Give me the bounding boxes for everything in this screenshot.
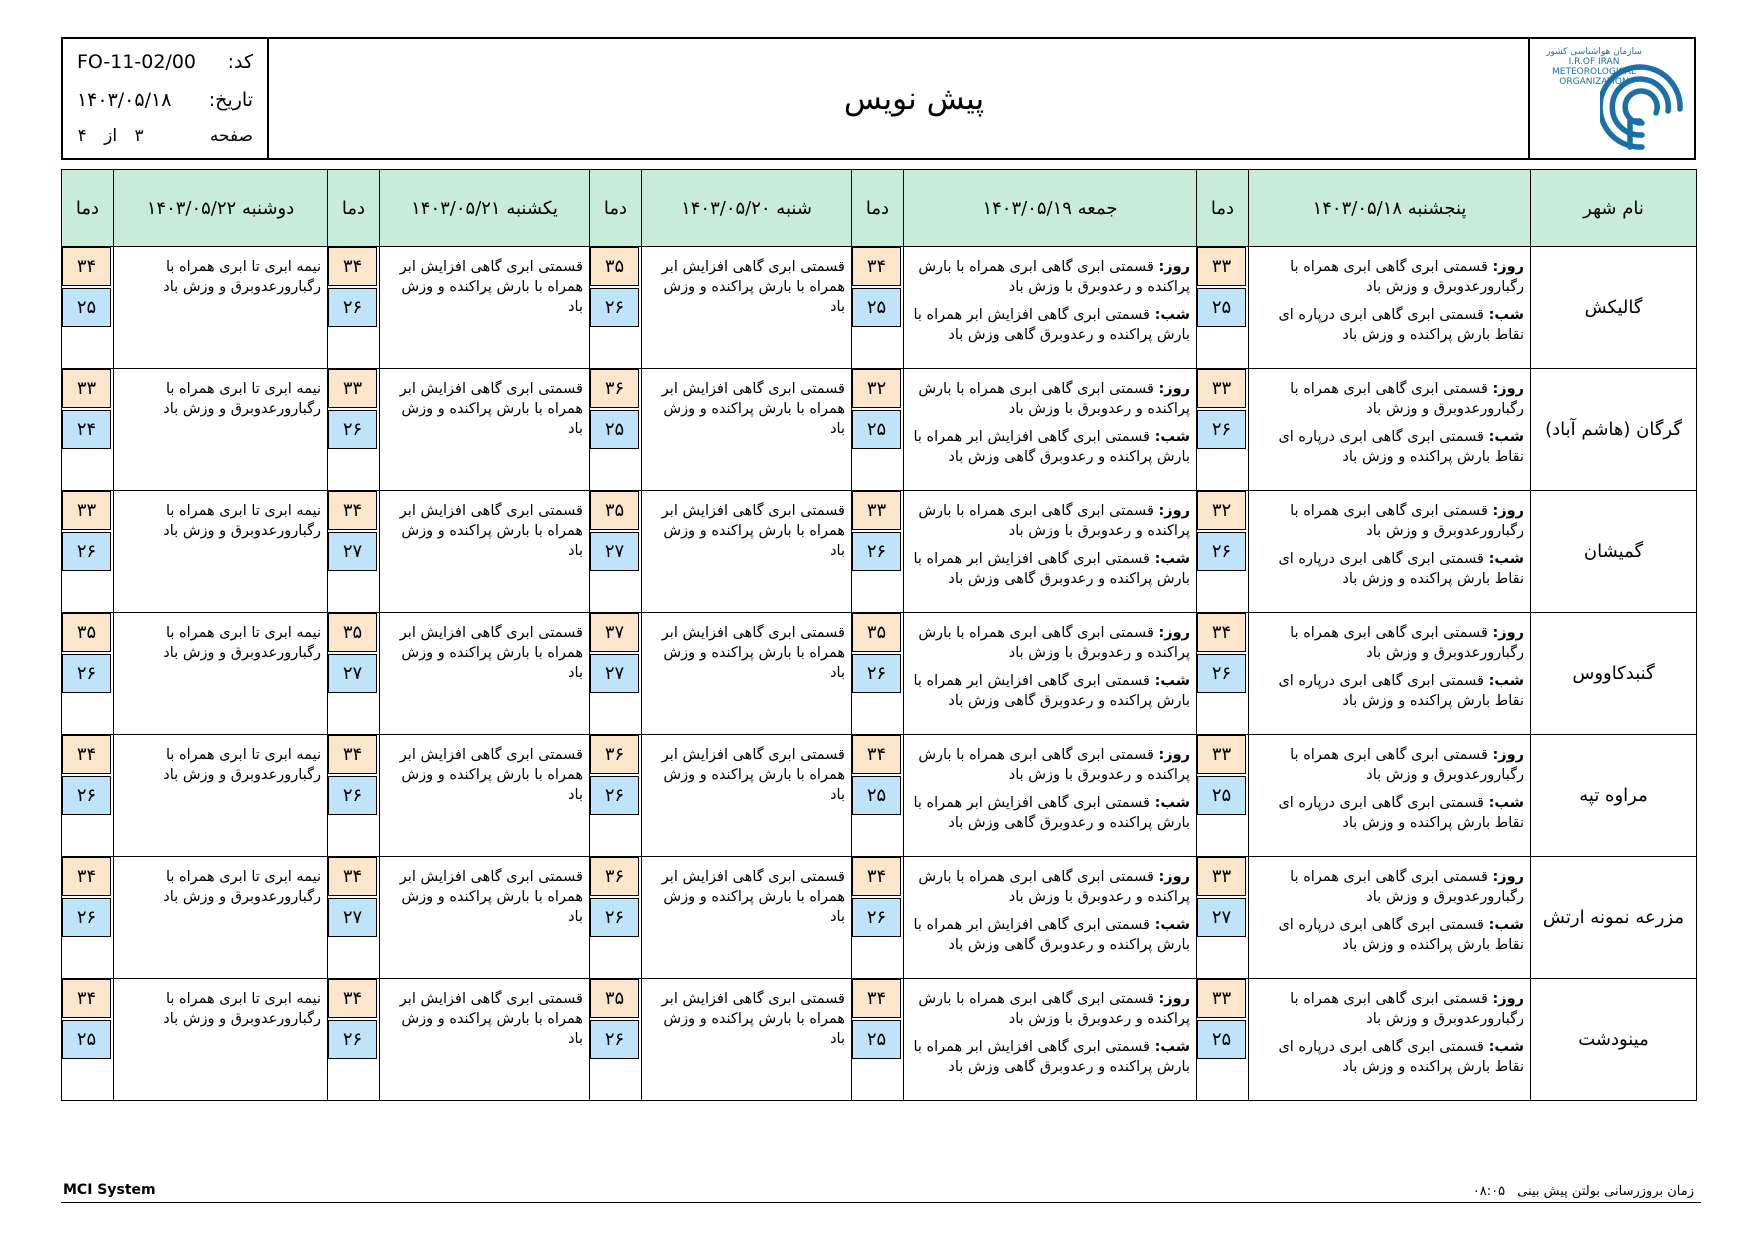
night-text: قسمتی ابری گاهی ابری درپاره ای نقاط بارش پراکنده و وزش باد (1278, 551, 1524, 587)
night-label: شب: (1488, 429, 1524, 445)
night-text: قسمتی ابری گاهی ابری درپاره ای نقاط بارش پراکنده و وزش باد (1278, 307, 1524, 343)
min-temp: ۲۶ (1197, 532, 1246, 571)
forecast-desc-thu (1249, 735, 1531, 857)
temp-cell-thu (1197, 979, 1249, 1101)
day-text: قسمتی ابری گاهی ابری همراه با بارش پراکنده و رعدوبرق با وزش باد (918, 381, 1190, 417)
day-label: روز: (1158, 991, 1190, 1007)
min-temp: ۲۷ (328, 532, 377, 571)
forecast-text: قسمتی ابری گاهی افزایش ابر همراه با بارش پراکنده و وزش باد (399, 381, 583, 437)
max-temp: ۳۳ (328, 369, 377, 408)
night-forecast (1253, 305, 1524, 345)
day-text: قسمتی ابری گاهی ابری همراه با رگبارورعدوبرق و وزش باد (1290, 259, 1524, 295)
day-text: قسمتی ابری گاهی ابری همراه با بارش پراکنده و رعدوبرق با وزش باد (918, 747, 1190, 783)
min-temp: ۲۶ (62, 898, 111, 937)
night-text: قسمتی ابری گاهی ابری درپاره ای نقاط بارش پراکنده و وزش باد (1278, 795, 1524, 831)
table-body (62, 247, 1697, 1101)
forecast-text: قسمتی ابری گاهی افزایش ابر همراه با بارش پراکنده و وزش باد (661, 259, 845, 315)
temp-cell-sun (328, 369, 380, 491)
temp-cell-mon (62, 613, 114, 735)
day-forecast (908, 257, 1190, 297)
forecast-table (61, 169, 1697, 1101)
day-forecast (1253, 501, 1524, 541)
forecast-desc-fri (904, 735, 1197, 857)
night-forecast (908, 549, 1190, 589)
day-label: روز: (1492, 625, 1524, 641)
page-row (78, 126, 253, 146)
min-temp: ۲۶ (1197, 654, 1246, 693)
table-header-row (62, 170, 1697, 247)
max-temp: ۳۴ (62, 857, 111, 896)
city-name: مینودشت (1531, 979, 1697, 1101)
day-label: روز: (1158, 259, 1190, 275)
forecast-desc-mon (114, 613, 328, 735)
temp-cell-mon (62, 491, 114, 613)
day-label: روز: (1492, 259, 1524, 275)
max-temp: ۳۳ (62, 369, 111, 408)
night-forecast (908, 427, 1190, 467)
city-name: گنبدکاووس (1531, 613, 1697, 735)
min-temp: ۲۶ (328, 410, 377, 449)
night-text: قسمتی ابری گاهی افزایش ابر همراه با بارش پراکنده و رعدوبرق گاهی وزش باد (913, 795, 1190, 831)
forecast-text: نیمه ابری تا ابری همراه با رگبارورعدوبرق و وزش باد (163, 259, 321, 295)
temp-cell-mon (62, 857, 114, 979)
forecast-desc-thu (1249, 857, 1531, 979)
night-text: قسمتی ابری گاهی افزایش ابر همراه با بارش پراکنده و رعدوبرق گاهی وزش باد (913, 551, 1190, 587)
forecast-desc-sat (642, 979, 852, 1101)
max-temp: ۳۳ (1197, 247, 1246, 286)
temp-cell-sun (328, 491, 380, 613)
night-label: شب: (1154, 673, 1190, 689)
min-temp: ۲۷ (1197, 898, 1246, 937)
day-header-mon: دوشنبه ۱۴۰۳/۰۵/۲۲ (114, 170, 328, 247)
min-temp: ۲۶ (328, 288, 377, 327)
temp-header-fri: دما (852, 170, 904, 247)
forecast-desc-sat (642, 247, 852, 369)
forecast-desc-fri (904, 247, 1197, 369)
forecast-desc-sun (380, 857, 590, 979)
day-forecast (1253, 745, 1524, 785)
max-temp: ۳۴ (852, 979, 901, 1018)
min-temp: ۲۶ (62, 532, 111, 571)
day-text: قسمتی ابری گاهی ابری همراه با رگبارورعدوبرق و وزش باد (1290, 503, 1524, 539)
night-label: شب: (1488, 1039, 1524, 1055)
day-header-thu: پنجشنبه ۱۴۰۳/۰۵/۱۸ (1249, 170, 1531, 247)
day-forecast (1253, 379, 1524, 419)
min-temp: ۲۵ (852, 1020, 901, 1059)
forecast-text: قسمتی ابری گاهی افزایش ابر همراه با بارش پراکنده و وزش باد (661, 503, 845, 559)
forecast-desc-sun (380, 247, 590, 369)
forecast-text: قسمتی ابری گاهی افزایش ابر همراه با بارش پراکنده و وزش باد (661, 747, 845, 803)
night-forecast (908, 671, 1190, 711)
max-temp: ۳۳ (1197, 979, 1246, 1018)
forecast-text: قسمتی ابری گاهی افزایش ابر همراه با بارش پراکنده و وزش باد (661, 869, 845, 925)
max-temp: ۳۳ (1197, 735, 1246, 774)
table-row (62, 491, 1697, 613)
day-header-fri: جمعه ۱۴۰۳/۰۵/۱۹ (904, 170, 1197, 247)
forecast-desc-thu (1249, 613, 1531, 735)
logo-persian-name: سازمان هواشناسی کشور (1546, 47, 1642, 57)
day-forecast (1253, 623, 1524, 663)
max-temp: ۳۶ (590, 857, 639, 896)
min-temp: ۲۶ (1197, 410, 1246, 449)
forecast-desc-fri (904, 491, 1197, 613)
night-forecast (908, 305, 1190, 345)
temp-cell-sat (590, 857, 642, 979)
page-title: پیش نویس (843, 80, 985, 117)
temp-cell-fri (852, 369, 904, 491)
day-forecast (908, 379, 1190, 419)
temp-cell-sun (328, 979, 380, 1101)
forecast-desc-sat (642, 369, 852, 491)
day-header-sun: یکشنبه ۱۴۰۳/۰۵/۲۱ (380, 170, 590, 247)
temp-cell-sat (590, 369, 642, 491)
forecast-text: نیمه ابری تا ابری همراه با رگبارورعدوبرق و وزش باد (163, 747, 321, 783)
day-label: روز: (1158, 625, 1190, 641)
max-temp: ۳۵ (852, 613, 901, 652)
max-temp: ۳۴ (1197, 613, 1246, 652)
max-temp: ۳۳ (1197, 857, 1246, 896)
temp-cell-thu (1197, 613, 1249, 735)
temp-header-sat: دما (590, 170, 642, 247)
night-text: قسمتی ابری گاهی افزایش ابر همراه با بارش پراکنده و رعدوبرق گاهی وزش باد (913, 917, 1190, 953)
day-label: روز: (1492, 869, 1524, 885)
logo-box (1528, 39, 1694, 158)
day-label: روز: (1492, 991, 1524, 1007)
temp-cell-fri (852, 247, 904, 369)
night-forecast (1253, 793, 1524, 833)
min-temp: ۲۵ (852, 776, 901, 815)
city-name: مراوه تپه (1531, 735, 1697, 857)
forecast-desc-mon (114, 491, 328, 613)
forecast-text: قسمتی ابری گاهی افزایش ابر همراه با بارش پراکنده و وزش باد (661, 991, 845, 1047)
day-forecast (1253, 867, 1524, 907)
min-temp: ۲۷ (590, 654, 639, 693)
table-row (62, 613, 1697, 735)
forecast-text: نیمه ابری تا ابری همراه با رگبارورعدوبرق و وزش باد (163, 991, 321, 1027)
table-row (62, 979, 1697, 1101)
temp-cell-thu (1197, 491, 1249, 613)
max-temp: ۳۵ (328, 613, 377, 652)
forecast-desc-thu (1249, 369, 1531, 491)
forecast-desc-sat (642, 735, 852, 857)
table-row (62, 735, 1697, 857)
max-temp: ۳۷ (590, 613, 639, 652)
page-total: ۴ (77, 126, 87, 146)
temp-cell-fri (852, 613, 904, 735)
forecast-desc-mon (114, 735, 328, 857)
forecast-text: قسمتی ابری گاهی افزایش ابر همراه با بارش پراکنده و وزش باد (661, 381, 845, 437)
forecast-text: قسمتی ابری گاهی افزایش ابر همراه با بارش پراکنده و وزش باد (399, 625, 583, 681)
max-temp: ۳۴ (852, 247, 901, 286)
night-text: قسمتی ابری گاهی ابری درپاره ای نقاط بارش پراکنده و وزش باد (1278, 917, 1524, 953)
day-text: قسمتی ابری گاهی ابری همراه با بارش پراکنده و رعدوبرق با وزش باد (918, 259, 1190, 295)
temp-cell-thu (1197, 247, 1249, 369)
max-temp: ۳۵ (590, 247, 639, 286)
night-text: قسمتی ابری گاهی ابری درپاره ای نقاط بارش پراکنده و وزش باد (1278, 429, 1524, 465)
forecast-desc-mon (114, 857, 328, 979)
date-value: ۱۴۰۳/۰۵/۱۸ (76, 89, 172, 111)
city-name: مزرعه نمونه ارتش (1531, 857, 1697, 979)
forecast-desc-sun (380, 491, 590, 613)
code-value: FO-11-02/00 (76, 51, 197, 73)
organization-logo-icon (1600, 51, 1684, 151)
logo-line-3: ORGANIZATION (1559, 77, 1629, 87)
document-header (61, 37, 1696, 160)
day-text: قسمتی ابری گاهی ابری همراه با رگبارورعدوبرق و وزش باد (1290, 625, 1524, 661)
night-forecast (908, 1037, 1190, 1077)
day-text: قسمتی ابری گاهی ابری همراه با بارش پراکنده و رعدوبرق با وزش باد (918, 625, 1190, 661)
forecast-text: نیمه ابری تا ابری همراه با رگبارورعدوبرق و وزش باد (163, 381, 321, 417)
temp-header-thu: دما (1197, 170, 1249, 247)
forecast-desc-sun (380, 735, 590, 857)
night-label: شب: (1488, 917, 1524, 933)
night-label: شب: (1154, 429, 1190, 445)
min-temp: ۲۶ (590, 898, 639, 937)
max-temp: ۳۴ (328, 735, 377, 774)
city-name: گالیکش (1531, 247, 1697, 369)
forecast-desc-sun (380, 613, 590, 735)
max-temp: ۳۴ (62, 735, 111, 774)
city-column-header: نام شهر (1531, 170, 1697, 247)
day-label: روز: (1158, 747, 1190, 763)
day-text: قسمتی ابری گاهی ابری همراه با رگبارورعدوبرق و وزش باد (1290, 747, 1524, 783)
min-temp: ۲۶ (590, 1020, 639, 1059)
min-temp: ۲۶ (328, 1020, 377, 1059)
max-temp: ۳۳ (62, 491, 111, 530)
temp-cell-fri (852, 491, 904, 613)
footer-update-label: زمان بروزرسانی بولتن پیش بینی (1517, 1184, 1694, 1199)
table-row (62, 247, 1697, 369)
min-temp: ۲۵ (62, 288, 111, 327)
min-temp: ۲۷ (328, 654, 377, 693)
forecast-desc-fri (904, 613, 1197, 735)
city-name: گرگان (هاشم آباد) (1531, 369, 1697, 491)
day-text: قسمتی ابری گاهی ابری همراه با رگبارورعدوبرق و وزش باد (1290, 869, 1524, 905)
night-forecast (1253, 915, 1524, 955)
forecast-text: قسمتی ابری گاهی افزایش ابر همراه با بارش پراکنده و وزش باد (661, 625, 845, 681)
forecast-desc-sat (642, 613, 852, 735)
forecast-desc-mon (114, 979, 328, 1101)
footer-system-name: MCI System (63, 1182, 156, 1198)
page-of: از (104, 126, 118, 146)
temp-cell-fri (852, 979, 904, 1101)
night-text: قسمتی ابری گاهی ابری درپاره ای نقاط بارش پراکنده و وزش باد (1278, 673, 1524, 709)
night-forecast (908, 793, 1190, 833)
day-forecast (1253, 989, 1524, 1029)
night-forecast (1253, 549, 1524, 589)
day-label: روز: (1158, 869, 1190, 885)
day-text: قسمتی ابری گاهی ابری همراه با بارش پراکنده و رعدوبرق با وزش باد (918, 503, 1190, 539)
night-label: شب: (1488, 307, 1524, 323)
forecast-desc-fri (904, 857, 1197, 979)
forecast-desc-mon (114, 247, 328, 369)
forecast-desc-thu (1249, 247, 1531, 369)
temp-cell-sat (590, 979, 642, 1101)
night-text: قسمتی ابری گاهی افزایش ابر همراه با بارش پراکنده و رعدوبرق گاهی وزش باد (913, 1039, 1190, 1075)
min-temp: ۲۵ (1197, 288, 1246, 327)
temp-cell-mon (62, 369, 114, 491)
forecast-text: قسمتی ابری گاهی افزایش ابر همراه با بارش پراکنده و وزش باد (399, 503, 583, 559)
forecast-desc-sat (642, 491, 852, 613)
day-header-sat: شنبه ۱۴۰۳/۰۵/۲۰ (642, 170, 852, 247)
day-forecast (908, 867, 1190, 907)
document-meta-box (63, 39, 269, 158)
temp-cell-thu (1197, 369, 1249, 491)
min-temp: ۲۴ (62, 410, 111, 449)
temp-cell-sat (590, 735, 642, 857)
max-temp: ۳۶ (590, 735, 639, 774)
min-temp: ۲۵ (1197, 776, 1246, 815)
night-label: شب: (1154, 307, 1190, 323)
min-temp: ۲۶ (62, 654, 111, 693)
table-row (62, 369, 1697, 491)
min-temp: ۲۶ (328, 776, 377, 815)
forecast-desc-thu (1249, 979, 1531, 1101)
night-forecast (1253, 671, 1524, 711)
day-label: روز: (1158, 503, 1190, 519)
temp-cell-sat (590, 247, 642, 369)
day-text: قسمتی ابری گاهی ابری همراه با بارش پراکنده و رعدوبرق با وزش باد (918, 991, 1190, 1027)
forecast-text: قسمتی ابری گاهی افزایش ابر همراه با بارش پراکنده و وزش باد (399, 991, 583, 1047)
min-temp: ۲۵ (62, 1020, 111, 1059)
night-label: شب: (1154, 1039, 1190, 1055)
temp-cell-thu (1197, 857, 1249, 979)
day-forecast (908, 989, 1190, 1029)
day-forecast (1253, 257, 1524, 297)
min-temp: ۲۶ (62, 776, 111, 815)
night-forecast (908, 915, 1190, 955)
date-label: تاریخ: (208, 89, 253, 111)
temp-cell-sat (590, 613, 642, 735)
day-label: روز: (1492, 503, 1524, 519)
night-label: شب: (1154, 551, 1190, 567)
temp-header-mon: دما (62, 170, 114, 247)
night-label: شب: (1488, 551, 1524, 567)
max-temp: ۳۴ (852, 735, 901, 774)
max-temp: ۳۳ (1197, 369, 1246, 408)
max-temp: ۳۶ (590, 369, 639, 408)
forecast-desc-fri (904, 369, 1197, 491)
min-temp: ۲۶ (852, 532, 901, 571)
footer-divider (61, 1202, 1701, 1203)
min-temp: ۲۷ (328, 898, 377, 937)
max-temp: ۳۳ (852, 491, 901, 530)
day-forecast (908, 623, 1190, 663)
logo-line-2: METEOROLOGICAL (1552, 67, 1636, 77)
temp-cell-thu (1197, 735, 1249, 857)
max-temp: ۳۴ (62, 247, 111, 286)
forecast-text: نیمه ابری تا ابری همراه با رگبارورعدوبرق و وزش باد (163, 869, 321, 905)
max-temp: ۳۴ (852, 857, 901, 896)
min-temp: ۲۵ (852, 288, 901, 327)
temp-cell-fri (852, 857, 904, 979)
forecast-text: نیمه ابری تا ابری همراه با رگبارورعدوبرق و وزش باد (163, 625, 321, 661)
night-label: شب: (1154, 795, 1190, 811)
page-current: ۳ (134, 126, 144, 146)
max-temp: ۳۴ (328, 491, 377, 530)
day-label: روز: (1158, 381, 1190, 397)
page-label: صفحه (209, 126, 253, 146)
max-temp: ۳۴ (328, 857, 377, 896)
city-name: گمیشان (1531, 491, 1697, 613)
day-text: قسمتی ابری گاهی ابری همراه با رگبارورعدوبرق و وزش باد (1290, 381, 1524, 417)
day-forecast (908, 501, 1190, 541)
forecast-text: نیمه ابری تا ابری همراه با رگبارورعدوبرق و وزش باد (163, 503, 321, 539)
forecast-text: قسمتی ابری گاهی افزایش ابر همراه با بارش پراکنده و وزش باد (399, 747, 583, 803)
night-label: شب: (1154, 917, 1190, 933)
day-label: روز: (1492, 381, 1524, 397)
night-text: قسمتی ابری گاهی افزایش ابر همراه با بارش پراکنده و رعدوبرق گاهی وزش باد (913, 429, 1190, 465)
logo-line-1: I.R.OF IRAN (1568, 57, 1620, 67)
day-text: قسمتی ابری گاهی ابری همراه با رگبارورعدوبرق و وزش باد (1290, 991, 1524, 1027)
temp-cell-sat (590, 491, 642, 613)
forecast-desc-sat (642, 857, 852, 979)
min-temp: ۲۷ (590, 532, 639, 571)
day-forecast (908, 745, 1190, 785)
max-temp: ۳۵ (62, 613, 111, 652)
min-temp: ۲۵ (852, 410, 901, 449)
min-temp: ۲۶ (590, 776, 639, 815)
night-text: قسمتی ابری گاهی ابری درپاره ای نقاط بارش پراکنده و وزش باد (1278, 1039, 1524, 1075)
temp-cell-sun (328, 613, 380, 735)
night-text: قسمتی ابری گاهی افزایش ابر همراه با بارش پراکنده و رعدوبرق گاهی وزش باد (913, 307, 1190, 343)
forecast-text: قسمتی ابری گاهی افزایش ابر همراه با بارش پراکنده و وزش باد (399, 259, 583, 315)
table-row (62, 857, 1697, 979)
footer-update-time (1473, 1184, 1702, 1199)
temp-cell-mon (62, 979, 114, 1101)
max-temp: ۳۵ (590, 979, 639, 1018)
temp-cell-sun (328, 857, 380, 979)
max-temp: ۳۴ (328, 979, 377, 1018)
date-row (77, 89, 253, 111)
temp-header-sun: دما (328, 170, 380, 247)
forecast-desc-fri (904, 979, 1197, 1101)
night-text: قسمتی ابری گاهی افزایش ابر همراه با بارش پراکنده و رعدوبرق گاهی وزش باد (913, 673, 1190, 709)
night-forecast (1253, 1037, 1524, 1077)
day-text: قسمتی ابری گاهی ابری همراه با بارش پراکنده و رعدوبرق با وزش باد (918, 869, 1190, 905)
min-temp: ۲۵ (590, 410, 639, 449)
temp-cell-fri (852, 735, 904, 857)
night-forecast (1253, 427, 1524, 467)
min-temp: ۲۵ (1197, 1020, 1246, 1059)
day-label: روز: (1492, 747, 1524, 763)
temp-cell-mon (62, 735, 114, 857)
temp-cell-sun (328, 247, 380, 369)
max-temp: ۳۲ (852, 369, 901, 408)
max-temp: ۳۵ (590, 491, 639, 530)
forecast-desc-sun (380, 979, 590, 1101)
min-temp: ۲۶ (852, 654, 901, 693)
code-row (77, 51, 253, 73)
forecast-desc-thu (1249, 491, 1531, 613)
max-temp: ۳۴ (62, 979, 111, 1018)
temp-cell-mon (62, 247, 114, 369)
forecast-desc-mon (114, 369, 328, 491)
min-temp: ۲۶ (590, 288, 639, 327)
temp-cell-sun (328, 735, 380, 857)
code-label: کد: (227, 51, 253, 73)
footer-update-value: ۰۸:۰۵ (1472, 1184, 1506, 1199)
night-label: شب: (1488, 673, 1524, 689)
min-temp: ۲۶ (852, 898, 901, 937)
forecast-text: قسمتی ابری گاهی افزایش ابر همراه با بارش پراکنده و وزش باد (399, 869, 583, 925)
max-temp: ۳۴ (328, 247, 377, 286)
forecast-desc-sun (380, 369, 590, 491)
night-label: شب: (1488, 795, 1524, 811)
max-temp: ۳۲ (1197, 491, 1246, 530)
